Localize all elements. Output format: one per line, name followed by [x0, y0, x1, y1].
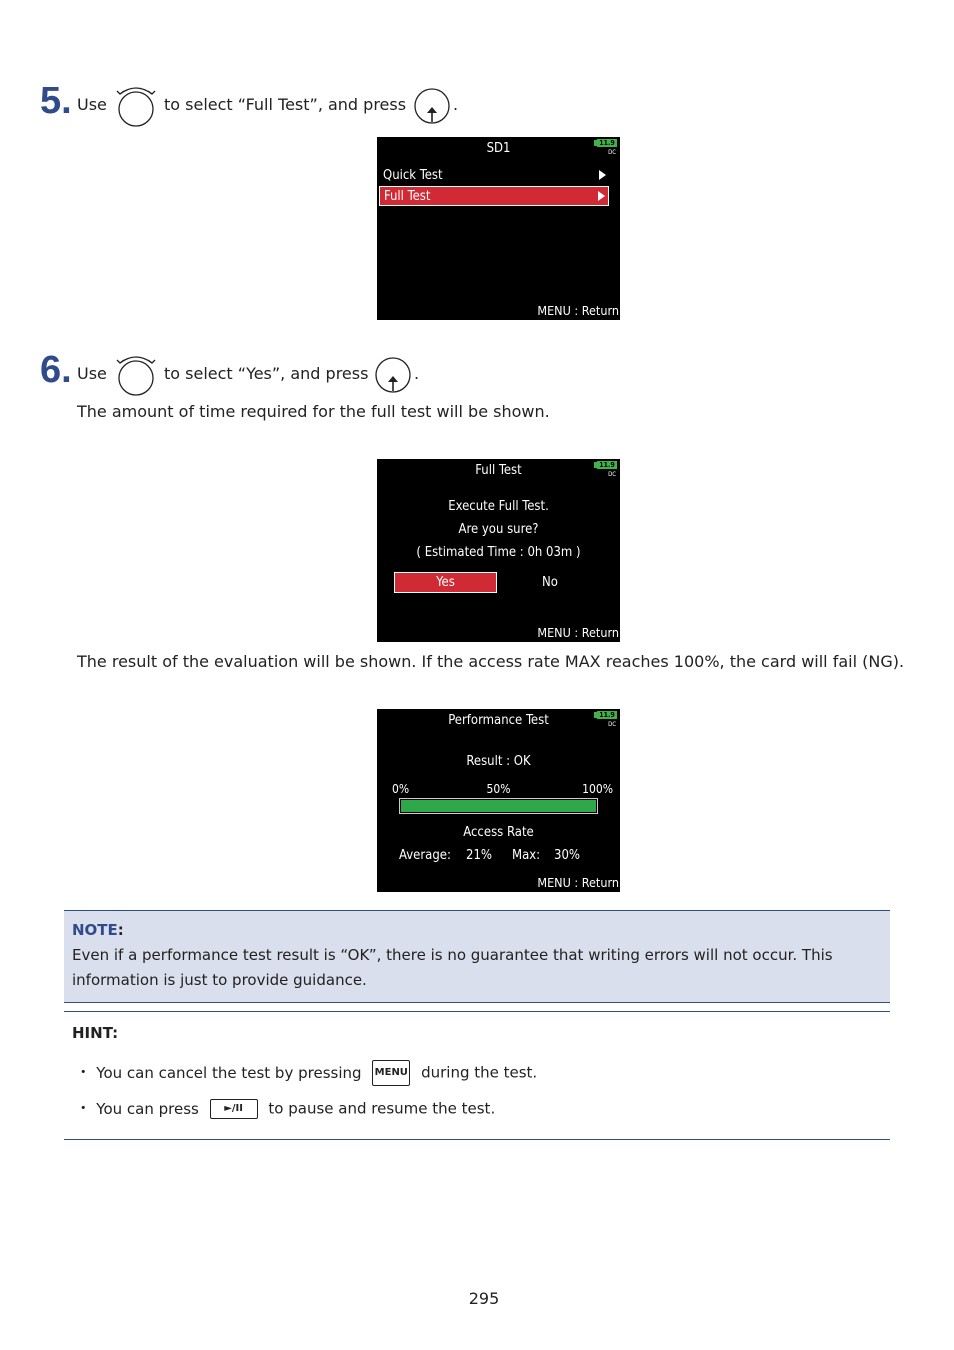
step-5-number: 5.: [40, 80, 72, 122]
note-text-line-2: information is just to provide guidance.: [72, 971, 367, 989]
scale-0-label: 0%: [392, 782, 410, 796]
access-rate-label: Access Rate: [463, 825, 534, 840]
hint-1-text: You can cancel the test by pressing: [96, 1063, 362, 1082]
hint-bullet-2: [80, 1099, 495, 1119]
dial-icon: [114, 353, 158, 397]
note-colon: :: [117, 921, 124, 939]
press-dial-icon: [412, 86, 452, 126]
hint-box: [64, 1011, 890, 1140]
hint-bullet-1: [80, 1060, 537, 1086]
access-rate-bar: [399, 798, 598, 814]
page-number: 295: [468, 1289, 500, 1308]
menu-item-full-test[interactable]: [379, 186, 609, 206]
note-label: NOTE: [72, 921, 118, 939]
menu-item-label: Full Test: [384, 189, 431, 204]
step-5-instruction: to select “Full Test”, and press: [164, 95, 407, 114]
menu-item-quick-test[interactable]: Quick Test: [383, 168, 443, 183]
result-description: The result of the evaluation will be shown. If the access rate MAX reaches 100%, the card will fail (NG).: [77, 652, 905, 671]
screen-title: SD1: [486, 141, 511, 156]
menu-key-icon: MENU: [372, 1060, 410, 1086]
step-5-use-text: Use: [77, 95, 107, 114]
hint-2-text-end: to pause and resume the test.: [268, 1099, 496, 1118]
press-dial-icon: [373, 355, 413, 395]
max-value: 30%: [554, 848, 580, 863]
battery-icon: 11.9 DC: [594, 139, 618, 159]
battery-icon: 11.9 DC: [594, 461, 618, 481]
scale-50-label: 50%: [486, 782, 511, 796]
battery-icon: 11.9 DC: [594, 711, 618, 731]
step-6-use-text: Use: [77, 364, 107, 383]
menu-return-hint: MENU : Return: [537, 875, 619, 890]
menu-return-hint: MENU : Return: [537, 625, 619, 640]
yes-button[interactable]: Yes: [394, 572, 497, 593]
average-value: 21%: [466, 848, 492, 863]
screen-title: Performance Test: [448, 713, 549, 728]
scale-100-label: 100%: [582, 782, 613, 796]
play-pause-key-icon: ►/II: [210, 1099, 258, 1119]
menu-return-hint: MENU : Return: [537, 303, 619, 318]
screen-title: Full Test: [475, 463, 522, 478]
step-6-description: The amount of time required for the full test will be shown.: [77, 402, 550, 421]
chevron-right-icon: [599, 170, 606, 180]
step-5-period: .: [453, 95, 459, 114]
note-text-line-1: Even if a performance test result is “OK”, there is no guarantee that writing errors will not occur. This: [72, 946, 833, 964]
test-result: Result : OK: [466, 754, 531, 769]
note-box: [64, 910, 890, 1003]
bullet: •: [80, 1065, 87, 1079]
access-rate-bar-fill: [401, 800, 596, 812]
confirm-line-2: Are you sure?: [458, 522, 539, 537]
note-heading: [72, 921, 124, 939]
dial-icon: [114, 84, 158, 128]
average-label: Average:: [399, 848, 451, 863]
device-screen-full-test: [377, 459, 620, 642]
estimated-time: ( Estimated Time : 0h 03m ): [416, 545, 581, 560]
step-6-period: .: [414, 364, 420, 383]
bullet: •: [80, 1101, 87, 1115]
step-6-number: 6.: [40, 349, 72, 391]
hint-1-text-end: during the test.: [421, 1063, 538, 1082]
hint-label: HINT:: [72, 1024, 119, 1042]
chevron-right-icon: [598, 191, 605, 201]
step-6-instruction: to select “Yes”, and press: [164, 364, 369, 383]
hint-2-text: You can press: [96, 1099, 199, 1118]
no-button[interactable]: No: [542, 575, 558, 590]
device-screen-sd1: [377, 137, 620, 320]
max-label: Max:: [512, 848, 541, 863]
device-screen-performance-test: [377, 709, 620, 892]
confirm-line-1: Execute Full Test.: [448, 499, 549, 514]
